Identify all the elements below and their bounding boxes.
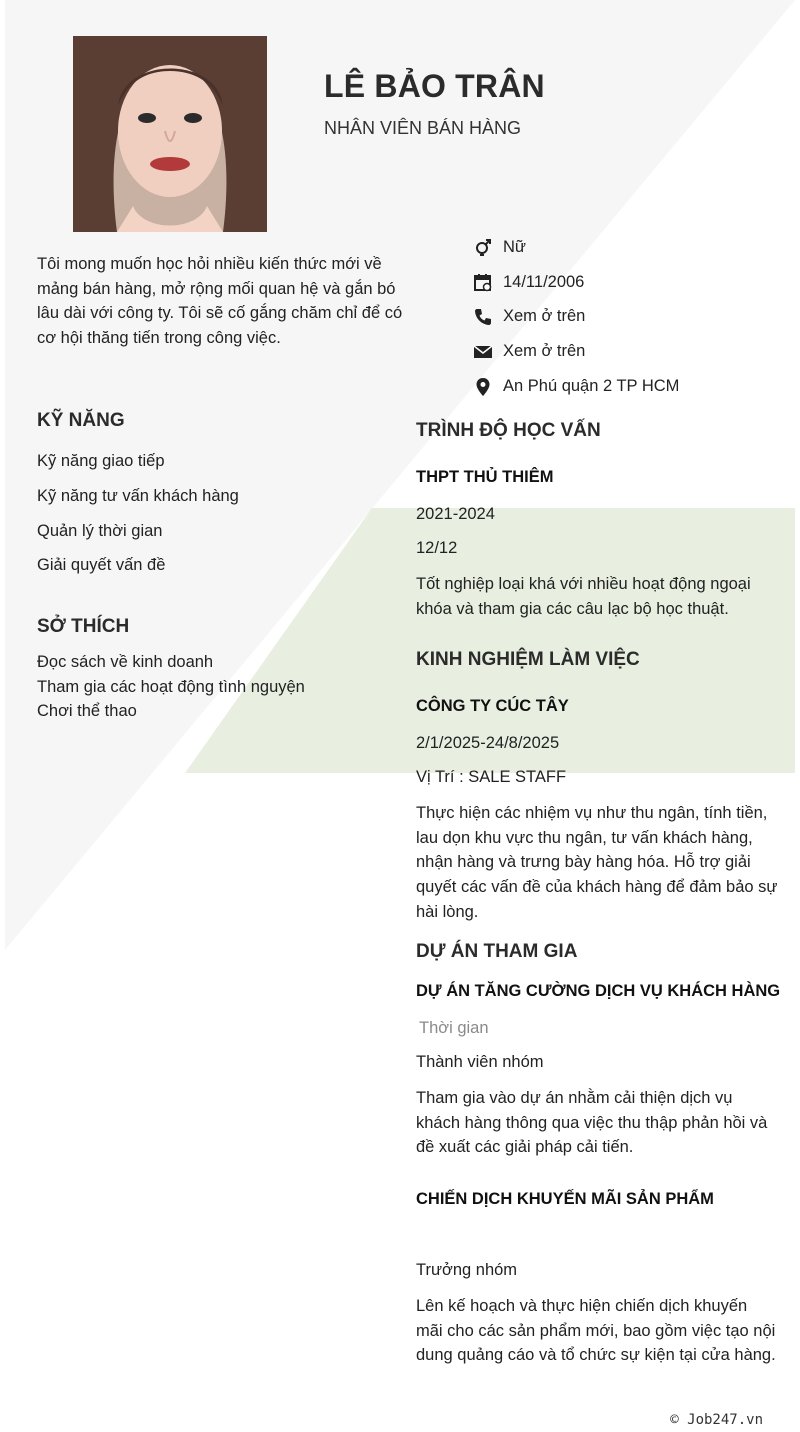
hobby-item: Chơi thể thao — [37, 702, 137, 721]
experience-company: CÔNG TY CÚC TÂY — [416, 697, 569, 715]
education-description: Tốt nghiệp loại khá với nhiều hoạt động ngoại khóa và tham gia các câu lạc bộ học thuật. — [416, 575, 751, 618]
contact-email — [472, 334, 792, 369]
experience-period: 2/1/2025-24/8/2025 — [416, 734, 560, 752]
experience-position: Vị Trí : SALE STAFF — [416, 768, 567, 786]
education-grade: 12/12 — [416, 539, 458, 557]
experience-description: Thực hiện các nhiệm vụ như thu ngân, tính tiền, lau dọn khu vực thu ngân, tư vấn khách hàng, nhận hàng và trưng bày hàng hóa. Hỗ trợ giải quyết các vấn đề của khách hàng để đảm bảo sự hài lòng. — [416, 804, 778, 921]
contact-phone — [472, 300, 792, 335]
project-name: CHIẾN DỊCH KHUYẾN MÃI SẢN PHẨM — [416, 1190, 714, 1208]
calendar-icon — [472, 271, 494, 293]
project-description: Lên kế hoạch và thực hiện chiến dịch khuyến mãi cho các sản phẩm mới, bao gồm việc tạo nội dung quảng cáo và tổ chức sự kiện tại cửa hàng. — [416, 1297, 776, 1365]
contact-email-text: Xem ở trên — [503, 342, 586, 361]
job-title: NHÂN VIÊN BÁN HÀNG — [324, 118, 522, 138]
gender-icon — [472, 236, 494, 258]
project-name: DỰ ÁN TĂNG CƯỜNG DỊCH VỤ KHÁCH HÀNG — [416, 982, 781, 1000]
hobby-item: Tham gia các hoạt động tình nguyện — [37, 677, 305, 696]
phone-icon — [472, 306, 494, 328]
location-pin-icon — [472, 376, 494, 398]
skills-heading: KỸ NĂNG — [37, 410, 125, 431]
skill-item: Giải quyết vấn đề — [37, 556, 166, 575]
experience-heading: KINH NGHIỆM LÀM VIỆC — [416, 649, 640, 670]
contact-birthday-text: 14/11/2006 — [503, 272, 585, 291]
candidate-name: LÊ BẢO TRÂN — [324, 68, 545, 104]
profile-photo — [73, 36, 267, 232]
contact-gender-text: Nữ — [503, 237, 526, 256]
mail-icon — [472, 341, 494, 363]
footer-credit: © Job247.vn — [670, 1412, 763, 1428]
hobbies-heading: SỞ THÍCH — [37, 616, 130, 637]
project-description: Tham gia vào dự án nhằm cải thiện dịch vụ khách hàng thông qua việc thu thập phản hồi và đề xuất các giải pháp cải tiến. — [416, 1089, 768, 1157]
project-role: Trưởng nhóm — [416, 1261, 518, 1279]
education-heading: TRÌNH ĐỘ HỌC VẤN — [416, 420, 601, 441]
contact-info — [472, 230, 792, 404]
hobbies-list — [37, 650, 305, 724]
education-school: THPT THỦ THIÊM — [416, 468, 554, 486]
contact-address — [472, 369, 792, 404]
skill-item: Quản lý thời gian — [37, 521, 163, 540]
project-role: Thành viên nhóm — [416, 1053, 544, 1071]
contact-gender — [472, 230, 792, 265]
career-objective: Tôi mong muốn học hỏi nhiều kiến thức mới về mảng bán hàng, mở rộng mối quan hệ và gắn bó lâu dài với công ty. Tôi sẽ cố gắng chăm chỉ để có cơ hội thăng tiến trong công việc. — [37, 255, 403, 347]
project-time: Thời gian — [419, 1019, 489, 1037]
education-period: 2021-2024 — [416, 505, 495, 523]
projects-heading: DỰ ÁN THAM GIA — [416, 941, 578, 962]
hobby-item: Đọc sách về kinh doanh — [37, 653, 214, 671]
skills-list — [37, 444, 239, 583]
contact-phone-text: Xem ở trên — [503, 307, 586, 326]
skill-item: Kỹ năng tư vấn khách hàng — [37, 486, 239, 505]
skill-item: Kỹ năng giao tiếp — [37, 452, 165, 470]
contact-address-text: An Phú quận 2 TP HCM — [503, 377, 680, 396]
contact-birthday — [472, 265, 792, 300]
